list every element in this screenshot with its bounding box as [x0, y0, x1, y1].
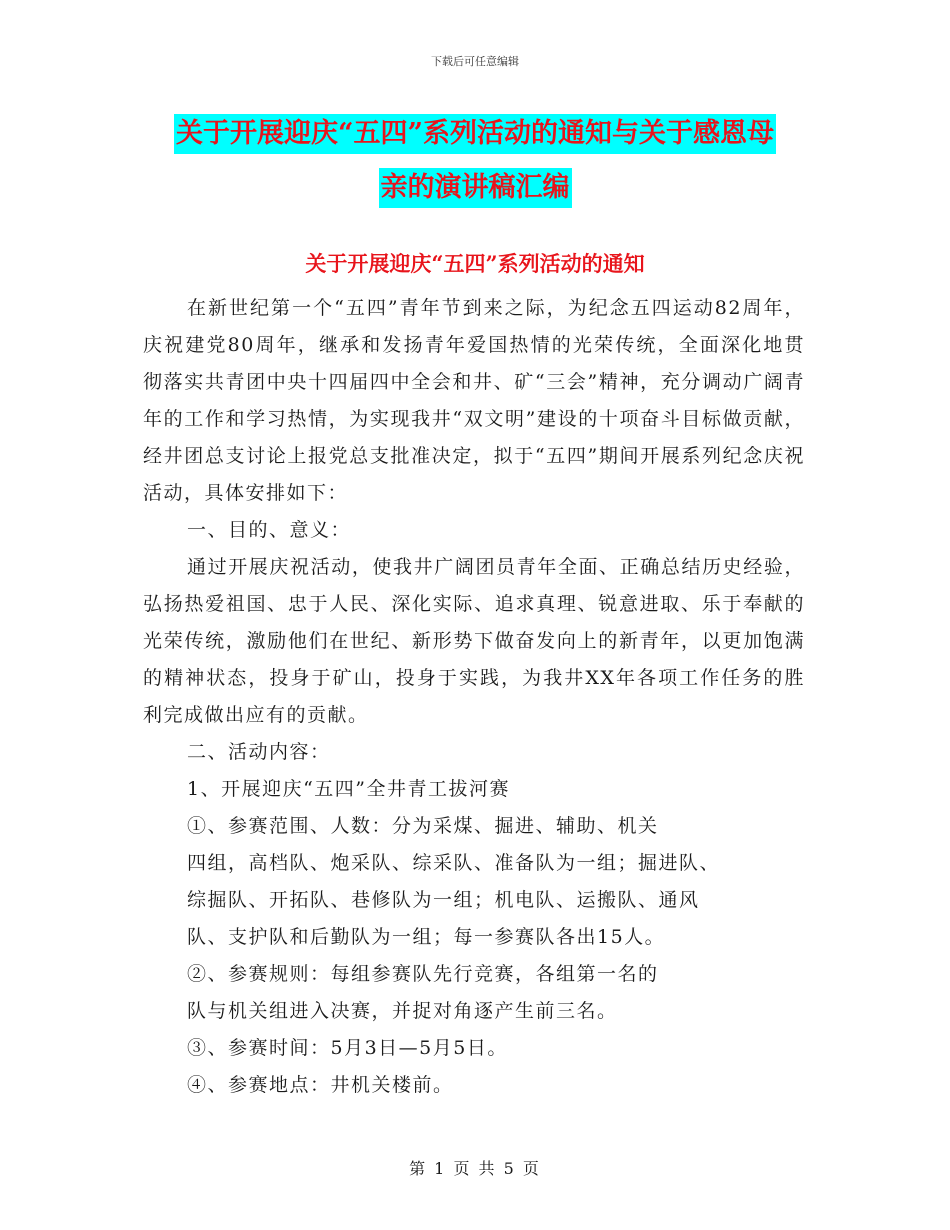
paragraph-intro: 在新世纪第一个“五四”青年节到来之际，为纪念五四运动82周年，庆祝建党80周年，继承和发扬青年爱国热情的光荣传统，全面深化地贯彻落实共青团中央十四届四中全会和井、矿“三会”精神，充分调动广阔青年的工作和学习热情，为实现我井“双文明”建设的十项奋斗目标做贡献，经井团总支讨论上报党总支批准决定，拟于“五四”期间开展系列纪念庆祝活动，具体安排如下： — [143, 297, 805, 504]
section-subtitle: 关于开展迎庆“五四”系列活动的通知 — [305, 251, 645, 276]
paragraph-purpose: 通过开展庆祝活动，使我井广阔团员青年全面、正确总结历史经验，弘扬热爱祖国、忠于人民、深化实际、追求真理、锐意进取、乐于奉献的光荣传统，激励他们在世纪、新形势下做奋发向上的新青年，以更加饱满的精神状态，投身于矿山，投身于实践，为我井XX年各项工作任务的胜利完成做出应有的贡献。 — [143, 556, 805, 726]
scope-line-1: ①、参赛范围、人数：分为采煤、掘进、辅助、机关 — [187, 815, 659, 837]
scope-line-3: 综掘队、开拓队、巷修队为一组；机电队、运搬队、通风 — [187, 889, 700, 911]
rules-line-1: ②、参赛规则：每组参赛队先行竞赛，各组第一名的 — [187, 963, 659, 985]
section-heading-activities: 二、活动内容： — [187, 741, 331, 763]
scope-line-4: 队、支护队和后勤队为一组；每一参赛队各出15人。 — [187, 926, 666, 948]
document-title — [0, 110, 950, 218]
time-line: ③、参赛时间：5月3日—5月5日。 — [187, 1037, 508, 1059]
rules-line-2: 队与机关组进入决赛，并捉对角逐产生前三名。 — [187, 1000, 618, 1022]
page-footer: 第 1 页 共 5 页 — [409, 1159, 541, 1178]
body-text — [143, 290, 805, 1104]
scope-line-2: 四组，高档队、炮采队、综采队、准备队为一组；掘进队、 — [187, 852, 721, 874]
title-line-1: 关于开展迎庆“五四”系列活动的通知与关于感恩母 — [174, 114, 776, 154]
activity-item-1: 1、开展迎庆“五四”全井青工拔河赛 — [187, 778, 511, 800]
section-heading-purpose: 一、目的、意义： — [187, 519, 352, 541]
title-line-2: 亲的演讲稿汇编 — [379, 168, 572, 208]
place-line: ④、参赛地点：井机关楼前。 — [187, 1074, 454, 1096]
header-note: 下载后可任意编辑 — [431, 55, 519, 68]
